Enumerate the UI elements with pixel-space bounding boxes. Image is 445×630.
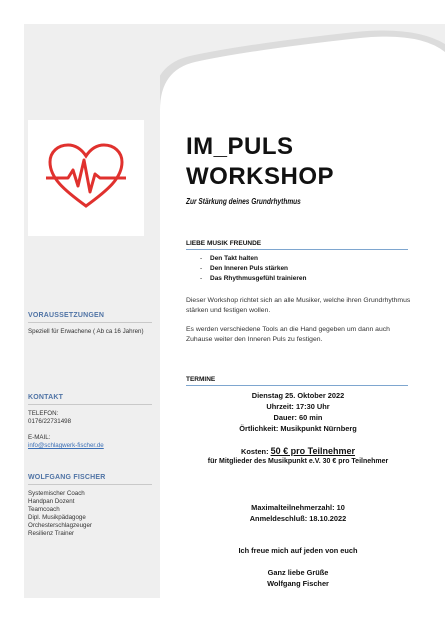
tools-paragraph: Es werden verschiedene Tools an die Hand gegeben um dann auch Zuhause weiter den Inneren Puls zu festigen. (186, 326, 390, 343)
title-line-2: WORKSHOP (186, 163, 334, 190)
person-line: Resilienz Trainer (28, 530, 75, 537)
person-heading: WOLFGANG FISCHER (28, 474, 152, 485)
costs-label: Kosten: (241, 447, 271, 456)
email-link[interactable]: info@schlagwerk-fischer.de (28, 442, 104, 449)
greeting: Ganz liebe Grüße (267, 568, 329, 577)
section-heading-termine: TERMINE (186, 376, 408, 386)
feature-list (200, 254, 306, 284)
person-line: Systemischer Coach (28, 490, 85, 497)
voraussetzungen-heading: VORAUSSETZUNGEN (28, 312, 152, 323)
member-costs: für Mitglieder des Musikpunkt e.V. 30 € pro Teilnehmer (207, 458, 389, 465)
sidebar-kontakt (28, 394, 152, 450)
event-time: Uhrzeit: 17:30 Uhr (266, 402, 330, 411)
costs-price: 50 € pro Teilnehmer (270, 446, 355, 456)
person-line: Teamcoach (28, 506, 60, 513)
title-line-1: IM_PULS (186, 133, 294, 160)
sidebar-voraussetzungen (28, 312, 152, 336)
person-line: Orchesterschlagzeuger (28, 522, 92, 529)
list-item: - Den Inneren Puls stärken (200, 265, 289, 272)
person-line: Handpan Dozent (28, 498, 75, 505)
page-subtitle: Zur Stärkung deines Grundrhythmus (186, 197, 301, 206)
event-date: Dienstag 25. Oktober 2022 (251, 391, 345, 400)
page-title (186, 132, 334, 192)
kontakt-heading: KONTAKT (28, 394, 152, 405)
registration-deadline: Anmeldeschluß: 18.10.2022 (249, 514, 347, 523)
list-item: - Das Rhythmusgefühl trainieren (200, 275, 307, 282)
email-label: E-MAIL: (28, 434, 51, 441)
intro-paragraph: Dieser Workshop richtet sich an alle Musiker, welche ihren Grundrhythmus stärken und festigen wollen. (186, 297, 411, 314)
sidebar-person (28, 474, 152, 538)
signature: Wolfgang Fischer (267, 579, 329, 588)
event-location: Örtlichkeit: Musikpunkt Nürnberg (239, 424, 357, 433)
list-item-text: Den Takt halten (210, 255, 258, 262)
phone-value: 0176/22731498 (28, 418, 72, 425)
section-heading-freunde: LIEBE MUSIK FREUNDE (186, 240, 408, 250)
voraussetzungen-text: Speziell für Erwachene ( Ab ca 16 Jahren) (28, 328, 144, 335)
logo-box (28, 120, 144, 236)
list-item-text: Das Rhythmusgefühl trainieren (210, 275, 307, 282)
person-line: Dipl. Musikpädagoge (28, 514, 86, 521)
closing-text: Ich freue mich auf jeden von euch (238, 546, 358, 555)
list-item-text: Den Inneren Puls stärken (210, 265, 289, 272)
list-item: - Den Takt halten (200, 255, 258, 262)
max-participants: Maximalteilnehmerzahl: 10 (251, 503, 345, 512)
heart-pulse-icon (46, 142, 126, 214)
event-duration: Dauer: 60 min (273, 413, 323, 422)
phone-label: TELEFON: (28, 410, 59, 417)
event-costs (178, 446, 418, 457)
